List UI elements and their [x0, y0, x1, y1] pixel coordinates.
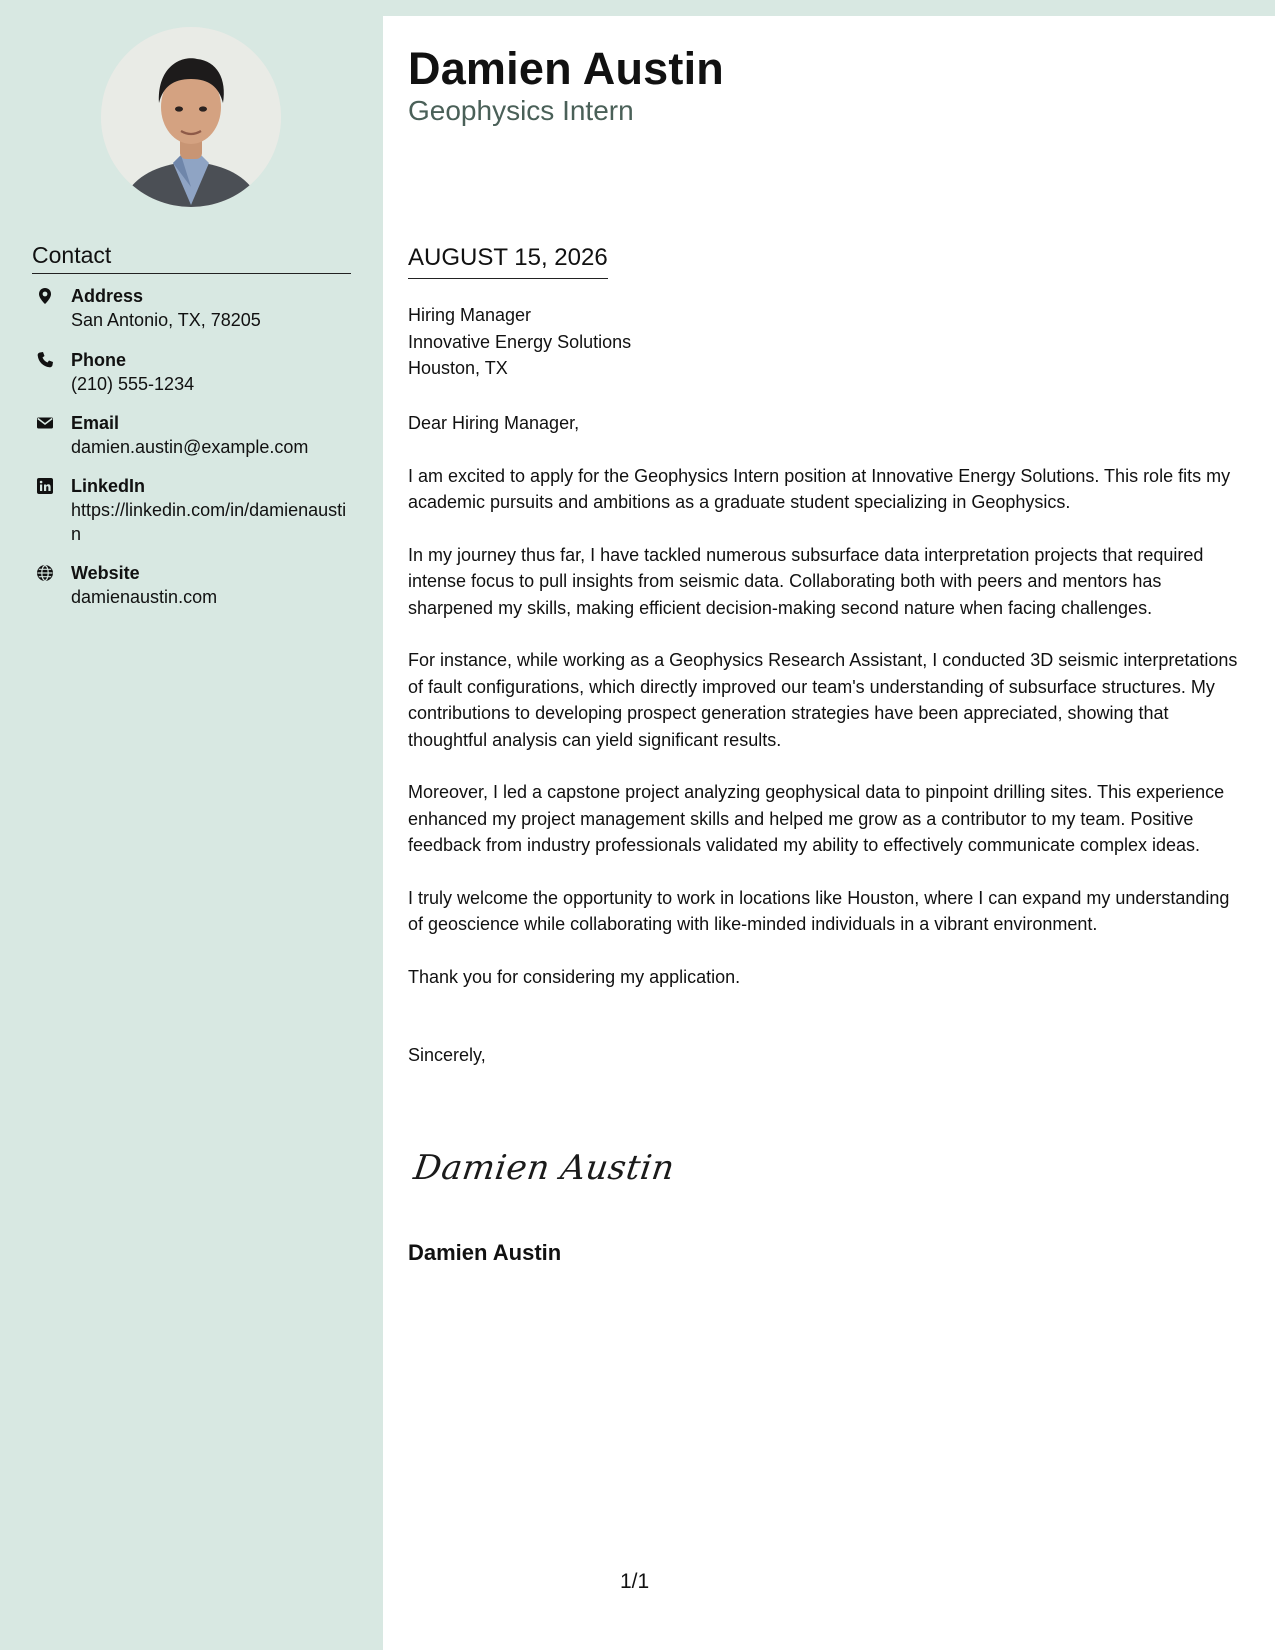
- contact-label: Phone: [71, 350, 127, 370]
- contact-linkedin: [32, 474, 352, 561]
- paragraph: For instance, while working as a Geophysics Research Assistant, I conducted 3D seismic interpretations of fault configurations, which directly improved our team's understanding of subsurface structures. My contributions to developing prospect generation strategies have been appreciated, showing that thoughtful analysis can yield significant results.: [408, 650, 1238, 750]
- contact-label: Address: [71, 286, 144, 306]
- salutation: Dear Hiring Manager,: [408, 413, 580, 433]
- website-link[interactable]: damienaustin.com: [71, 587, 218, 607]
- paragraph: I truly welcome the opportunity to work in locations like Houston, where I can expand my understanding of geoscience while collaborating with like-minded individuals in a vibrant environment.: [408, 887, 1230, 934]
- closing: Sincerely,: [408, 1045, 486, 1065]
- signed-name: Damien Austin: [408, 1240, 562, 1265]
- paragraph: Thank you for considering my application.: [408, 966, 741, 987]
- top-band: [383, 0, 1275, 16]
- paragraph: I am excited to apply for the Geophysics Intern position at Innovative Energy Solutions. This role fits my academic pursuits and ambitions as a graduate student specializing in Geophysics.: [408, 465, 1231, 512]
- contact-label: Website: [71, 563, 140, 583]
- recipient-location: Houston, TX: [408, 358, 508, 378]
- contact-list: [32, 284, 352, 621]
- letter-date: AUGUST 15, 2026: [408, 243, 608, 279]
- recipient-company: Innovative Energy Solutions: [408, 331, 632, 352]
- envelope-icon: [36, 414, 54, 432]
- contact-heading: Contact: [32, 240, 351, 274]
- phone-icon: [36, 351, 54, 369]
- recipient-block: [408, 302, 631, 382]
- contact-address: [32, 284, 352, 348]
- paragraph: Moreover, I led a capstone project analyzing geophysical data to pinpoint drilling sites. This experience enhanced my project management skills and helped me grow as a contributor to my team. Positive feedback from industry professionals validated my ability to effectively communicate complex ideas.: [408, 782, 1225, 855]
- contact-label: LinkedIn: [71, 476, 146, 496]
- contact-value: San Antonio, TX, 78205: [71, 310, 261, 330]
- handwritten-signature: Damien Austin: [411, 1148, 678, 1188]
- profile-photo: [101, 27, 281, 207]
- linkedin-link[interactable]: https://linkedin.com/in/damienaustin: [71, 500, 347, 544]
- linkedin-icon: [36, 477, 54, 495]
- page-number: 1/1: [620, 1570, 650, 1593]
- contact-email: [32, 411, 352, 474]
- map-pin-icon: [36, 287, 54, 305]
- contact-value: (210) 555-1234: [71, 374, 195, 394]
- contact-label: Email: [71, 413, 120, 433]
- globe-icon: [36, 564, 54, 582]
- applicant-name: Damien Austin: [408, 43, 724, 94]
- contact-phone: [32, 348, 352, 411]
- letter-body: [408, 410, 1248, 1095]
- paragraph: In my journey thus far, I have tackled numerous subsurface data interpretation projects that required intense focus to pull insights from seismic data. Collaborating both with peers and mentors has sharpened my skills, making efficient decision-making second nature when facing challenges.: [408, 544, 1204, 618]
- applicant-role: Geophysics Intern: [408, 95, 634, 126]
- recipient-title: Hiring Manager: [408, 305, 532, 325]
- contact-value: damien.austin@example.com: [71, 437, 309, 457]
- contact-website: [32, 561, 352, 621]
